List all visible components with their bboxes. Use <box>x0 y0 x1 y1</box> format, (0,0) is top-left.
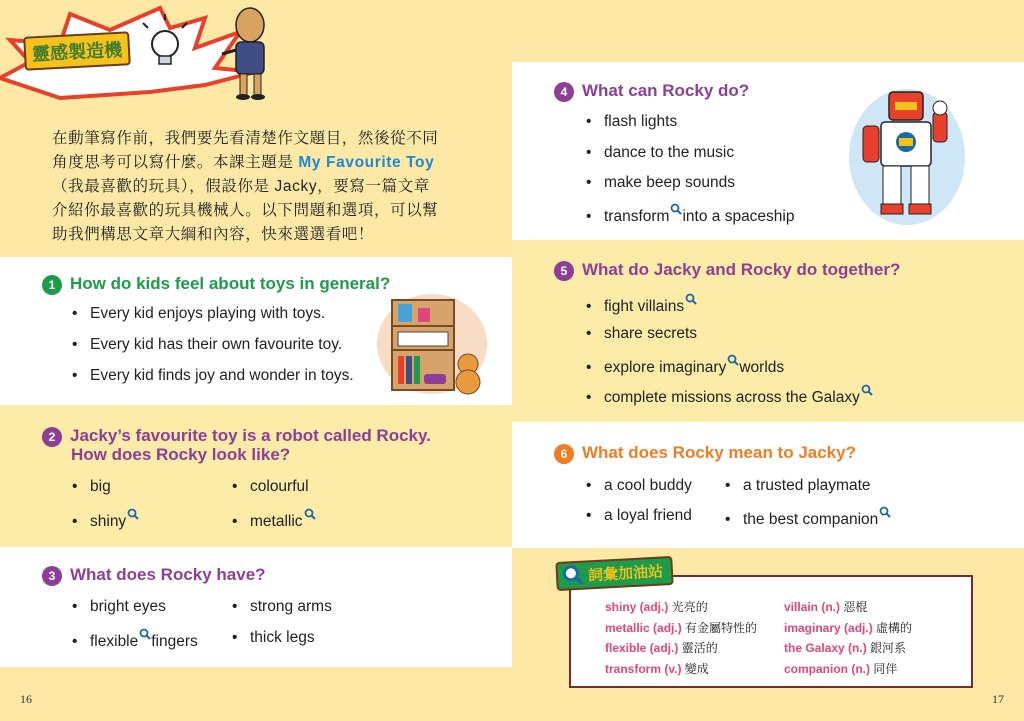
item-text: explore imaginary <box>604 359 727 377</box>
section-3-title <box>42 565 266 586</box>
vocab-entry <box>605 661 709 677</box>
vocab-entry <box>784 620 912 636</box>
list-item: • thick legs <box>232 628 315 648</box>
list-item <box>586 203 795 227</box>
number-badge: 4 <box>554 82 574 102</box>
page-number-right: 17 <box>992 692 1004 706</box>
vocab-entry <box>605 640 718 656</box>
page-number-left: 16 <box>20 692 32 706</box>
vocab-word: shiny (adj.) <box>605 600 669 614</box>
list-item: • Every kid enjoys playing with toys. <box>72 304 325 324</box>
section-4-title <box>554 81 749 102</box>
list-item <box>232 508 316 532</box>
list-item: • Every kid finds joy and wonder in toys. <box>72 366 354 386</box>
magnifier-icon <box>561 564 584 587</box>
list-item: • strong arms <box>232 597 332 617</box>
magnifier-icon <box>139 628 151 640</box>
intro-line: （我最喜歡的玩具），假設你是 Jacky，要寫一篇文章 <box>52 178 430 195</box>
list-item: • share secrets <box>586 324 697 344</box>
item-text: metallic <box>250 513 303 531</box>
list-item <box>586 384 873 408</box>
vocab-word: villain (n.) <box>784 600 841 614</box>
vocab-meaning: 惡棍 <box>843 600 868 614</box>
badge-text: 靈感製造機 <box>31 39 123 65</box>
vocab-word: companion (n.) <box>784 662 870 676</box>
number-badge: 5 <box>554 261 574 281</box>
number-badge: 6 <box>554 444 574 464</box>
vocab-word: the Galaxy (n.) <box>784 641 867 655</box>
item-text: the best companion <box>743 511 879 529</box>
vocab-word: imaginary (adj.) <box>784 621 873 635</box>
list-item: • Every kid has their own favourite toy. <box>72 335 342 355</box>
section-2-title <box>42 426 431 447</box>
vocab-word: transform (v.) <box>605 662 682 676</box>
list-item: • dance to the music <box>586 143 734 163</box>
title-text: What does Rocky mean to Jacky? <box>582 443 856 462</box>
list-item <box>586 293 697 317</box>
item-text: transform <box>604 208 670 226</box>
vocab-badge-text: 詞彙加油站 <box>587 563 664 585</box>
list-item: • colourful <box>232 477 309 497</box>
list-item <box>72 628 198 652</box>
item-text: worlds <box>739 359 785 377</box>
intro-paragraph <box>52 127 472 247</box>
list-item: • bright eyes <box>72 597 166 617</box>
vocab-entry <box>605 599 708 615</box>
magnifier-icon <box>127 508 139 520</box>
list-item: • big <box>72 477 111 497</box>
title-text: What do Jacky and Rocky do together? <box>582 260 901 279</box>
vocab-meaning: 虛構的 <box>876 621 913 635</box>
item-text: into a spaceship <box>682 208 795 226</box>
vocab-meaning: 光亮的 <box>671 600 708 614</box>
vocab-meaning: 變成 <box>684 662 709 676</box>
item-text: fingers <box>151 633 198 651</box>
item-text: shiny <box>90 513 127 531</box>
section-1-title <box>42 274 390 295</box>
list-item: • flash lights <box>586 112 677 132</box>
list-item: • make beep sounds <box>586 173 735 193</box>
intro-line: 助我們構思文章大綱和內容，快來選選看吧！ <box>52 226 375 243</box>
section-1 <box>0 257 512 405</box>
section-4 <box>512 62 1024 240</box>
vocabulary-badge <box>555 556 673 591</box>
vocab-entry <box>784 661 897 677</box>
number-badge: 1 <box>42 275 62 295</box>
list-item: • a loyal friend <box>586 506 692 526</box>
vocab-word: metallic (adj.) <box>605 621 682 635</box>
vocab-entry <box>784 640 906 656</box>
section-6 <box>512 422 1024 548</box>
section-5 <box>512 240 1024 422</box>
dog-mascot-illustration <box>222 8 265 100</box>
magnifier-icon <box>670 203 682 215</box>
number-badge: 2 <box>42 427 62 447</box>
list-item <box>586 354 784 378</box>
section-3 <box>0 547 512 667</box>
toy-shelf-illustration <box>376 292 488 397</box>
list-item: • a trusted playmate <box>725 476 871 496</box>
vocab-meaning: 同伴 <box>873 662 898 676</box>
vocab-entry <box>605 620 757 636</box>
magnifier-icon <box>685 293 697 305</box>
item-text: flexible <box>90 633 139 651</box>
topic-highlight: My Favourite Toy <box>298 154 435 171</box>
vocab-word: flexible (adj.) <box>605 641 679 655</box>
intro-line <box>52 151 472 175</box>
robot-illustration <box>837 82 977 232</box>
inspiration-badge <box>23 31 131 71</box>
list-item <box>725 506 891 530</box>
intro-text: 角度思考可以寫什麼。本課主題是 <box>52 154 299 171</box>
magnifier-icon <box>861 384 873 396</box>
section-2 <box>0 405 512 547</box>
title-text: How do kids feel about toys in general? <box>70 274 391 293</box>
magnifier-icon <box>727 354 739 366</box>
vocab-meaning: 銀河系 <box>870 641 907 655</box>
number-badge: 3 <box>42 566 62 586</box>
section-5-title <box>554 260 900 281</box>
vocab-meaning: 有金屬特性的 <box>685 621 758 635</box>
list-item: • a cool buddy <box>586 476 692 496</box>
vocab-meaning: 靈活的 <box>681 641 718 655</box>
vocab-entry <box>784 599 867 615</box>
title-text: What does Rocky have? <box>70 565 266 584</box>
magnifier-icon <box>304 508 316 520</box>
list-item <box>72 508 139 532</box>
item-text: complete missions across the Galaxy <box>604 389 860 407</box>
section-2-subtitle: How does Rocky look like? <box>71 445 291 464</box>
magnifier-icon <box>879 506 891 518</box>
intro-line: 在動筆寫作前，我們要先看清楚作文題目，然後從不同 <box>52 130 439 147</box>
item-text: fight villains <box>604 298 685 316</box>
vocabulary-box <box>569 575 973 688</box>
intro-line: 介紹你最喜歡的玩具機械人。以下問題和選項，可以幫 <box>52 202 439 219</box>
title-text: Jacky’s favourite toy is a robot called Rocky. <box>70 426 431 445</box>
title-text: What can Rocky do? <box>582 81 750 100</box>
section-6-title <box>554 443 856 464</box>
